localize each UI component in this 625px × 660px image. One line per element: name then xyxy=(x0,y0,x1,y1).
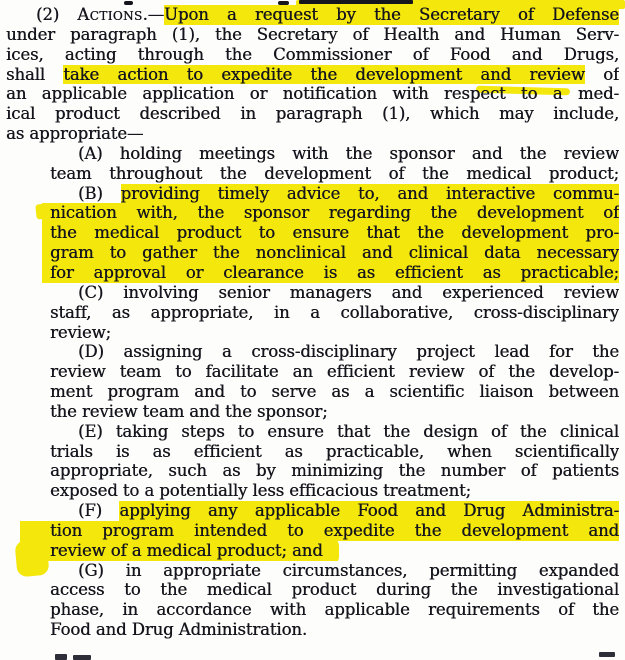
text-segment: the review team and the sponsor; xyxy=(50,401,328,421)
text-segment: (B) xyxy=(78,183,121,203)
text-line xyxy=(6,541,619,561)
text-segment: phase, in accordance with applicable requirements of the xyxy=(50,600,619,620)
text-segment: review team to facilitate an efficient review of the develop- xyxy=(50,362,619,382)
text-line xyxy=(6,362,619,382)
highlighted-text: for approval or clearance is as efficient as practicable; xyxy=(42,263,619,283)
highlighted-text: take action to expedite the development and review xyxy=(63,65,585,85)
text-segment: access to the medical product during the investigational xyxy=(50,580,619,600)
text-segment: Actions xyxy=(77,5,143,24)
text-segment: (F) xyxy=(78,501,120,521)
cutoff-char-mark-mid xyxy=(278,1,289,5)
text-line xyxy=(6,422,619,442)
text-segment: review; xyxy=(50,322,111,342)
highlighted-text: Upon a request by the Secretary of Defense xyxy=(164,5,619,25)
text-line xyxy=(6,45,619,65)
text-line xyxy=(6,461,619,481)
text-line xyxy=(6,580,619,600)
text-line xyxy=(6,84,619,104)
text-line xyxy=(6,561,619,581)
text-segment: trials is as efficient as practicable, when scientifically xyxy=(50,441,619,461)
text-line xyxy=(6,342,619,362)
text-line xyxy=(6,104,619,124)
text-line xyxy=(6,501,619,521)
cutoff-char-mark-left xyxy=(124,1,133,5)
text-line xyxy=(6,442,619,462)
bottom-cutoff-frag-2 xyxy=(73,655,91,660)
text-line xyxy=(6,25,619,45)
text-segment: staff, as appropriate, in a collaborative, cross-disciplinary xyxy=(50,302,619,322)
text-line xyxy=(6,65,619,85)
text-line xyxy=(6,263,619,283)
text-segment: (2) xyxy=(36,5,78,24)
text-line xyxy=(6,620,619,640)
highlighted-text: gram to gather the nonclinical and clinical data necessary xyxy=(42,243,619,263)
text-line xyxy=(6,323,619,343)
text-line xyxy=(6,5,619,25)
text-segment: shall xyxy=(6,64,64,84)
text-segment: (A) holding meetings with the sponsor and the review xyxy=(78,143,619,163)
text-segment: an applicable application or notification with respect to a med- xyxy=(6,84,619,104)
text-segment: (E) taking steps to ensure that the design of the clinical xyxy=(78,421,619,441)
text-segment: ices, acting through the Commissioner of Food and Drugs, xyxy=(6,44,619,64)
text-segment: (G) in appropriate circumstances, permitting expanded xyxy=(78,560,619,580)
highlighted-text: providing timely advice to, and interactive commu- xyxy=(121,184,619,204)
top-cutoff-text-bar xyxy=(299,0,413,4)
highlighted-text: review of a medical product; and xyxy=(20,541,339,561)
text-segment: (D) assigning a cross-disciplinary project lead for the xyxy=(78,342,619,362)
text-segment: team throughout the development of the medical product; xyxy=(50,163,619,183)
text-line xyxy=(6,382,619,402)
bottom-cutoff-frag-1 xyxy=(55,654,67,660)
text-segment: appropriate, such as by minimizing the number of patients xyxy=(50,461,619,481)
highlighted-text: the medical product to ensure that the development pro- xyxy=(42,223,619,243)
text-segment: ment program and to serve as a scientific liaison between xyxy=(50,382,619,402)
text-line xyxy=(6,283,619,303)
highlighted-text: nication with, the sponsor regarding the development of xyxy=(42,203,619,223)
highlighted-text: applying any applicable Food and Drug Administra- xyxy=(119,501,619,521)
text-line xyxy=(6,600,619,620)
text-line xyxy=(6,144,619,164)
text-line xyxy=(6,184,619,204)
text-line xyxy=(6,124,619,144)
text-segment: under paragraph (1), the Secretary of Health and Human Serv- xyxy=(6,24,619,44)
text-segment: exposed to a potentially less efficacious treatment; xyxy=(50,481,472,501)
text-line xyxy=(6,521,619,541)
text-line xyxy=(6,481,619,501)
text-line xyxy=(6,164,619,184)
text-segment: .— xyxy=(142,5,165,24)
text-line xyxy=(6,243,619,263)
text-line xyxy=(6,303,619,323)
text-segment: as appropriate— xyxy=(6,124,144,144)
text-segment: ical product described in paragraph (1), which may include, xyxy=(6,104,619,124)
text-line xyxy=(6,402,619,422)
text-segment: (C) involving senior managers and experienced review xyxy=(78,282,619,302)
highlighted-text: tion program intended to expedite the development and xyxy=(20,521,619,541)
text-line xyxy=(6,203,619,223)
text-segment: of xyxy=(584,64,619,84)
text-segment: Food and Drug Administration. xyxy=(50,620,307,640)
text-line xyxy=(6,223,619,243)
document-text xyxy=(6,5,619,640)
bottom-cutoff-frag-3 xyxy=(599,652,615,657)
